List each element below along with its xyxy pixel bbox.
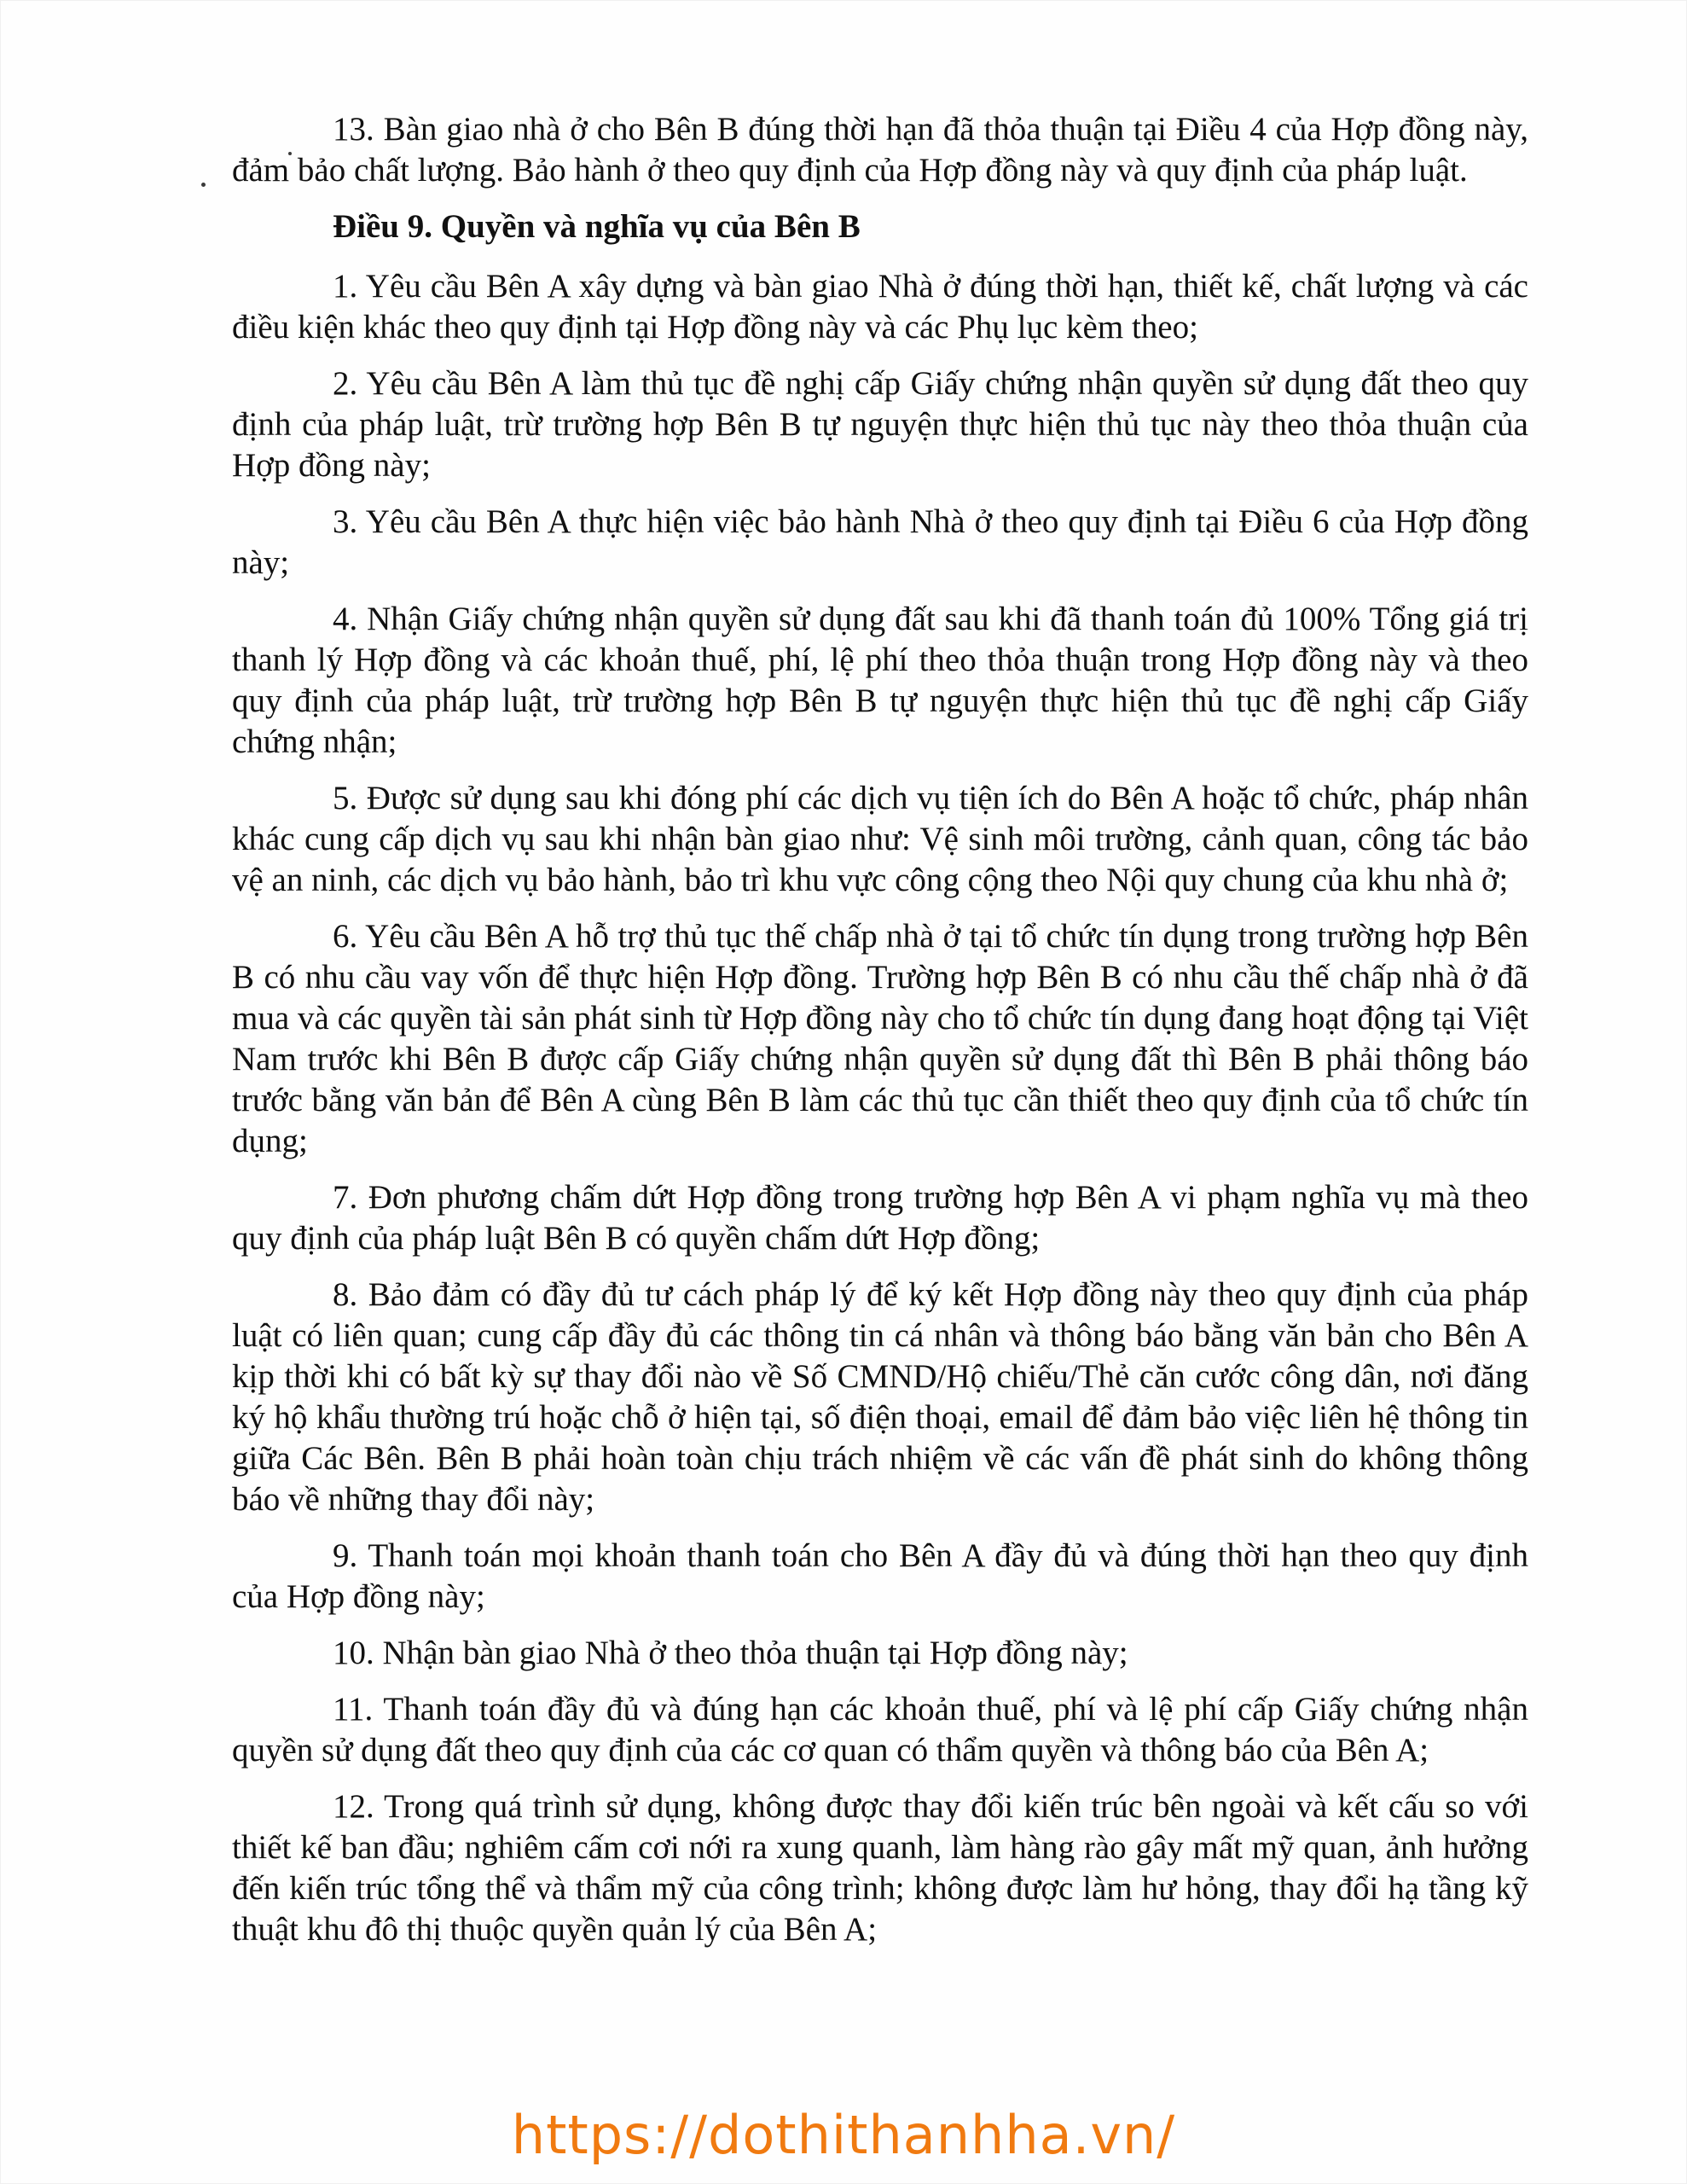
paragraph-item-1: 1. Yêu cầu Bên A xây dựng và bàn giao Nhà ở đúng thời hạn, thiết kế, chất lượng và các điều kiện khác theo quy định tại Hợp đồng này và các Phụ lục kèm theo; [232, 268, 1528, 346]
paragraph-item-9: 9. Thanh toán mọi khoản thanh toán cho Bên A đầy đủ và đúng thời hạn theo quy định của Hợp đồng này; [232, 1537, 1528, 1615]
paragraph-item-6: 6. Yêu cầu Bên A hỗ trợ thủ tục thế chấp nhà ở tại tổ chức tín dụng trong trường hợp Bên B có nhu cầu vay vốn để thực hiện Hợp đồng. Trường hợp Bên B có nhu cầu thế chấp nhà ở đã mua và các quyền tài sản phát sinh từ Hợp đồng này cho tổ chức tín dụng đang hoạt động tại Việt Nam trước khi Bên B được cấp Giấy chứng nhận quyền sử dụng đất thì Bên B phải thông báo trước bằng văn bản để Bên A cùng Bên B làm các thủ tục cần thiết theo quy định của tổ chức tín dụng; [232, 918, 1528, 1159]
paragraph-item-5: 5. Được sử dụng sau khi đóng phí các dịch vụ tiện ích do Bên A hoặc tổ chức, pháp nhân khác cung cấp dịch vụ sau khi nhận bàn giao như: Vệ sinh môi trường, cảnh quan, công tác bảo vệ an ninh, các dịch vụ bảo hành, bảo trì khu vực công cộng theo Nội quy chung của khu nhà ở; [232, 780, 1528, 898]
paragraph-item-2: 2. Yêu cầu Bên A làm thủ tục đề nghị cấp Giấy chứng nhận quyền sử dụng đất theo quy định của pháp luật, trừ trường hợp Bên B tự nguyện thực hiện thủ tục này theo thỏa thuận của Hợp đồng này; [232, 365, 1528, 484]
paragraph-item-7: 7. Đơn phương chấm dứt Hợp đồng trong trường hợp Bên A vi phạm nghĩa vụ mà theo quy định của pháp luật Bên B có quyền chấm dứt Hợp đồng; [232, 1179, 1528, 1257]
paragraph-item-3: 3. Yêu cầu Bên A thực hiện việc bảo hành Nhà ở theo quy định tại Điều 6 của Hợp đồng này; [232, 503, 1528, 581]
paragraph-item-13: 13. Bàn giao nhà ở cho Bên B đúng thời hạn đã thỏa thuận tại Điều 4 của Hợp đồng này, đảm bảo chất lượng. Bảo hành ở theo quy định của Hợp đồng này và quy định của pháp luật. [232, 111, 1528, 189]
watermark-url-link[interactable]: https://dothithanhha.vn/ [511, 2104, 1176, 2166]
paragraph-item-4: 4. Nhận Giấy chứng nhận quyền sử dụng đất sau khi đã thanh toán đủ 100% Tổng giá trị thanh lý Hợp đồng và các khoản thuế, phí, lệ phí theo thỏa thuận trong Hợp đồng này và theo quy định của pháp luật, trừ trường hợp Bên B tự nguyện thực hiện thủ tục đề nghị cấp Giấy chứng nhận; [232, 601, 1528, 760]
document-body [232, 109, 1528, 1966]
scan-speck [201, 183, 206, 187]
paragraph-item-12: 12. Trong quá trình sử dụng, không được thay đổi kiến trúc bên ngoài và kết cấu so với thiết kế ban đầu; nghiêm cấm cơi nới ra xung quanh, làm hàng rào gây mất mỹ quan, ảnh hưởng đến kiến trúc tổng thể và thẩm mỹ của công trình; không được làm hư hỏng, thay đổi hạ tầng kỹ thuật khu đô thị thuộc quyền quản lý của Bên A; [232, 1788, 1528, 1948]
paragraph-item-8: 8. Bảo đảm có đầy đủ tư cách pháp lý để ký kết Hợp đồng này theo quy định của pháp luật có liên quan; cung cấp đầy đủ các thông tin cá nhân và thông báo bằng văn bản cho Bên A kịp thời khi có bất kỳ sự thay đổi nào về Số CMND/Hộ chiếu/Thẻ căn cước công dân, nơi đăng ký hộ khẩu thường trú hoặc chỗ ở hiện tại, số điện thoại, email để đảm bảo việc liên hệ thông tin giữa Các Bên. Bên B phải hoàn toàn chịu trách nhiệm về các vấn đề phát sinh do không thông báo về những thay đổi này; [232, 1276, 1528, 1518]
paragraph-item-11: 11. Thanh toán đầy đủ và đúng hạn các khoản thuế, phí và lệ phí cấp Giấy chứng nhận quyền sử dụng đất theo quy định của các cơ quan có thẩm quyền và thông báo của Bên A; [232, 1691, 1528, 1769]
section-heading-dieu-9: Điều 9. Quyền và nghĩa vụ của Bên B [333, 208, 861, 245]
paragraph-item-10: 10. Nhận bàn giao Nhà ở theo thỏa thuận tại Hợp đồng này; [333, 1635, 1128, 1671]
